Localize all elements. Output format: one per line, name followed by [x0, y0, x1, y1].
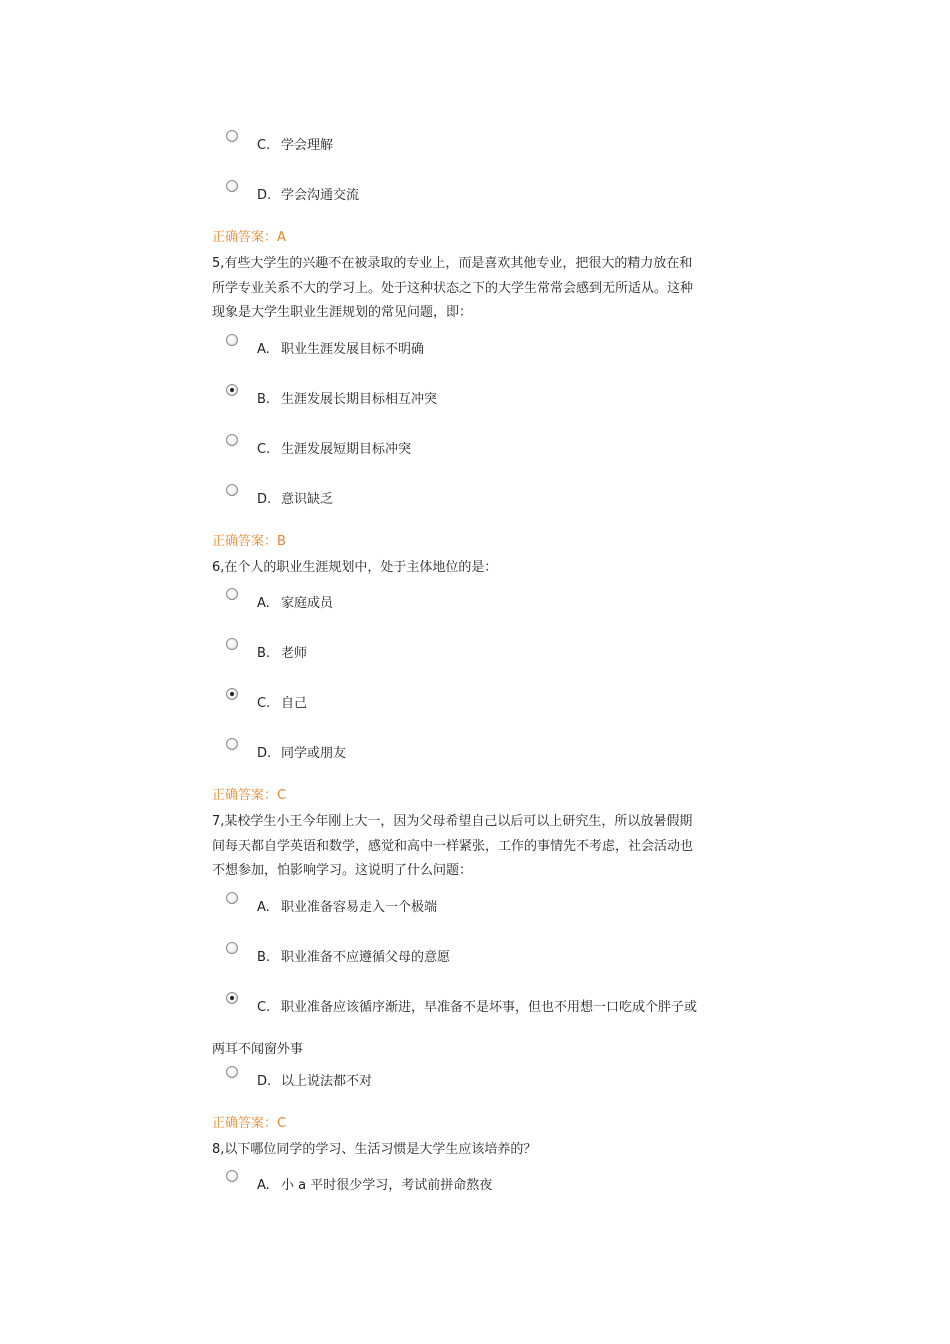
radio-button[interactable] — [226, 434, 238, 446]
question-text — [212, 810, 752, 884]
option-text: 老师 — [281, 646, 308, 661]
option-letter: D. — [257, 492, 272, 507]
option-letter: B. — [257, 392, 271, 407]
option-label[interactable] — [257, 1074, 372, 1090]
question-line: 8,以下哪位同学的学习、生活习惯是大学生应该培养的？ — [212, 1142, 537, 1157]
answer-value: C — [277, 788, 287, 803]
correct-answer — [212, 788, 286, 804]
option-letter: C. — [257, 696, 271, 711]
radio-button[interactable] — [226, 738, 238, 750]
question-text — [212, 1138, 752, 1163]
question-line: 5,有些大学生的兴趣不在被录取的专业上，而是喜欢其他专业，把很大的精力放在和 — [212, 256, 693, 271]
question-line: 7,某校学生小王今年刚上大一，因为父母希望自己以后可以上研究生，所以放暑假期 — [212, 814, 693, 829]
question-line: 现象是大学生职业生涯规划的常见问题，即： — [212, 305, 473, 320]
radio-button-selected[interactable] — [226, 384, 238, 396]
answer-label: 正确答案： — [212, 788, 278, 803]
option-text: 生涯发展短期目标冲突 — [281, 442, 412, 457]
option-letter: C. — [257, 442, 271, 457]
option-text: 职业准备容易走入一个极端 — [281, 900, 438, 915]
option-text: 小 a 平时很少学习，考试前拼命熬夜 — [281, 1178, 493, 1193]
option-text: 意识缺乏 — [281, 492, 334, 507]
option-letter: D. — [257, 188, 272, 203]
option-letter: A. — [257, 900, 270, 915]
option-label[interactable] — [257, 696, 307, 712]
option-text: 职业准备不应遵循父母的意愿 — [281, 950, 451, 965]
correct-answer — [212, 1116, 286, 1132]
option-letter: B. — [257, 646, 271, 661]
option-label[interactable] — [257, 746, 346, 762]
option-label[interactable] — [257, 492, 333, 508]
option-label[interactable] — [257, 646, 307, 662]
radio-button[interactable] — [226, 484, 238, 496]
radio-button[interactable] — [226, 638, 238, 650]
radio-button[interactable] — [226, 892, 238, 904]
option-text: 学会理解 — [281, 138, 334, 153]
radio-button[interactable] — [226, 334, 238, 346]
answer-label: 正确答案： — [212, 1116, 278, 1131]
option-letter: A. — [257, 342, 270, 357]
option-text: 家庭成员 — [281, 596, 334, 611]
radio-button-selected[interactable] — [226, 992, 238, 1004]
option-text: 学会沟通交流 — [281, 188, 360, 203]
option-label[interactable] — [257, 950, 450, 966]
radio-button-selected[interactable] — [226, 688, 238, 700]
question-text — [212, 252, 752, 326]
question-text — [212, 556, 752, 581]
radio-button[interactable] — [226, 1170, 238, 1182]
radio-button[interactable] — [226, 130, 238, 142]
option-text: 职业准备应该循序渐进，早准备不是坏事，但也不用想一口吃成个胖子或 — [281, 1000, 698, 1015]
option-letter: A. — [257, 1178, 270, 1193]
option-text: 生涯发展长期目标相互冲突 — [281, 392, 438, 407]
question-line: 不想参加，怕影响学习。这说明了什么问题： — [212, 863, 473, 878]
option-label[interactable] — [257, 1000, 697, 1016]
answer-value: A — [277, 230, 286, 245]
option-letter: C. — [257, 138, 271, 153]
answer-value: C — [277, 1116, 287, 1131]
option-label[interactable] — [257, 188, 359, 204]
question-line: 所学专业关系不大的学习上。处于这种状态之下的大学生常常会感到无所适从。这种 — [212, 280, 694, 296]
option-text: 同学或朋友 — [281, 746, 347, 761]
option-text: 自己 — [281, 696, 308, 711]
option-text-continuation: 两耳不闻窗外事 — [212, 1042, 304, 1057]
question-line: 间每天都自学英语和数学，感觉和高中一样紧张，工作的事情先不考虑，社会活动也 — [212, 838, 694, 854]
option-letter: A. — [257, 596, 270, 611]
option-letter: D. — [257, 746, 272, 761]
option-letter: D. — [257, 1074, 272, 1089]
answer-value: B — [277, 534, 286, 549]
question-line: 6,在个人的职业生涯规划中，处于主体地位的是： — [212, 560, 498, 575]
correct-answer — [212, 534, 286, 550]
option-label[interactable] — [257, 342, 424, 358]
option-letter: C. — [257, 1000, 271, 1015]
option-text: 以上说法都不对 — [281, 1074, 373, 1089]
option-label[interactable] — [257, 442, 411, 458]
radio-button[interactable] — [226, 942, 238, 954]
option-label[interactable] — [257, 1178, 492, 1194]
option-letter: B. — [257, 950, 271, 965]
radio-button[interactable] — [226, 1066, 238, 1078]
option-label[interactable] — [257, 596, 333, 612]
radio-button[interactable] — [226, 588, 238, 600]
option-label[interactable] — [257, 900, 437, 916]
option-label[interactable] — [257, 392, 437, 408]
correct-answer — [212, 230, 286, 246]
option-label[interactable] — [257, 138, 333, 154]
answer-label: 正确答案： — [212, 534, 278, 549]
answer-label: 正确答案： — [212, 230, 278, 245]
option-text: 职业生涯发展目标不明确 — [281, 342, 425, 357]
radio-button[interactable] — [226, 180, 238, 192]
